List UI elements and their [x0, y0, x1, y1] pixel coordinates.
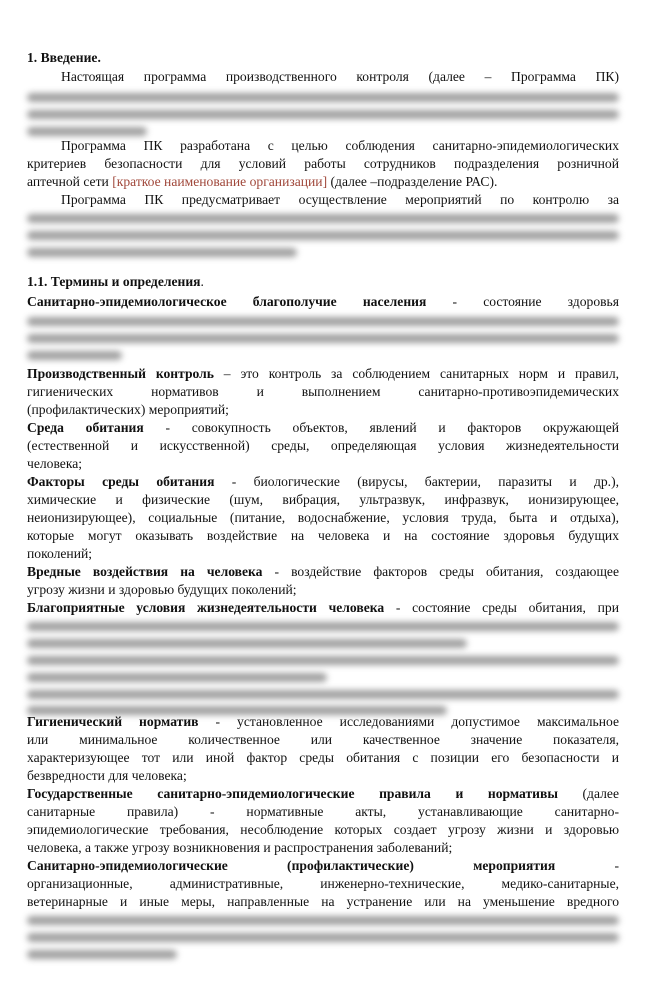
- redacted-line: [27, 950, 177, 959]
- redacted-line: [27, 673, 327, 682]
- redacted-line: [27, 93, 619, 102]
- redacted-line: [27, 690, 619, 699]
- term-entry: Гигиенический норматив - установленное исследованиями допустимое максимальное: [27, 714, 619, 729]
- term-text-line: (естественной и искусственной) среды, определяющая условия жизнедеятельности: [27, 438, 619, 453]
- term-text-line: эпидемиологические требования, несоблюдение которых создает угрозу жизни и здоровью: [27, 822, 619, 837]
- redacted-line: [27, 933, 619, 942]
- term-name: Благоприятные условия жизнедеятельности человека: [27, 600, 385, 615]
- redacted-line: [27, 127, 147, 136]
- redacted-line: [27, 317, 619, 326]
- section-heading-intro: 1. Введение.: [27, 50, 101, 65]
- term-name: Факторы среды обитания: [27, 474, 215, 489]
- term-text-line: человека, а также угрозу возникновения и распространения заболеваний;: [27, 840, 453, 855]
- term-entry: Благоприятные условия жизнедеятельности человека - состояние среды обитания, при: [27, 600, 619, 615]
- term-text-line: ветеринарные и иные меры, направленные на устранение или на уменьшение вредного: [27, 894, 619, 909]
- term-text-line: неионизирующее), социальные (питание, водоснабжение, условия труда, быта и отдыха),: [27, 510, 619, 525]
- term-text-line: безвредности для человека;: [27, 768, 187, 783]
- term-name: Среда обитания: [27, 420, 144, 435]
- term-entry: Среда обитания - совокупность объектов, явлений и факторов окружающей: [27, 420, 619, 435]
- intro-paragraph-1-line: Настоящая программа производственного контроля (далее – Программа ПК): [61, 69, 619, 84]
- redacted-line: [27, 622, 619, 631]
- term-text-line: человека;: [27, 456, 83, 471]
- organization-placeholder: [краткое наименование организации]: [112, 174, 328, 189]
- term-entry: Производственный контроль – это контроль за соблюдением санитарных норм и правил,: [27, 366, 620, 381]
- term-entry: Вредные воздействия на человека - воздействие факторов среды обитания, создающее: [27, 564, 619, 579]
- term-text-line: организационные, административные, инженерно-технические, медико-санитарные,: [27, 876, 619, 891]
- term-text-line: или минимальное количественное или качественное значение показателя,: [27, 732, 619, 747]
- section-heading-terms: 1.1. Термины и определения.: [27, 274, 204, 289]
- redacted-line: [27, 656, 619, 665]
- term-entry: Государственные санитарно-эпидемиологические правила и нормативы (далее: [27, 786, 619, 801]
- term-name: Санитарно-эпидемиологическое благополучие населения: [27, 294, 427, 309]
- term-name: Гигиенический норматив: [27, 714, 199, 729]
- intro-paragraph-2-line: аптечной сети [краткое наименование организации] (далее –подразделение РАС).: [27, 174, 498, 189]
- redacted-line: [27, 916, 619, 925]
- intro-paragraph-2-line: Программа ПК разработана с целью соблюдения санитарно-эпидемиологических: [61, 138, 619, 153]
- term-text-line: (профилактических) мероприятий;: [27, 402, 229, 417]
- term-entry: Факторы среды обитания - биологические (вирусы, бактерии, паразиты и др.),: [27, 474, 619, 489]
- term-text-line: химические и физические (шум, вибрация, ультразвук, инфразвук, ионизирующее,: [27, 492, 619, 507]
- redacted-line: [27, 351, 122, 360]
- term-name: Государственные санитарно-эпидемиологические правила и нормативы: [27, 786, 558, 801]
- term-name: Производственный контроль: [27, 366, 214, 381]
- term-text-line: поколений;: [27, 546, 93, 561]
- intro-paragraph-2-line: критериев безопасности для условий работы сотрудников подразделения розничной: [27, 156, 619, 171]
- redacted-line: [27, 231, 619, 240]
- redacted-line: [27, 110, 619, 119]
- term-text-line: угрозу жизни и здоровью будущих поколений;: [27, 582, 297, 597]
- term-entry: Санитарно-эпидемиологические (профилактические) мероприятия -: [27, 858, 619, 873]
- term-text-line: характеризующее тот или иной фактор среды обитания с позиции его безопасности и: [27, 750, 619, 765]
- term-name: Вредные воздействия на человека: [27, 564, 263, 579]
- term-text-line: которые могут оказывать воздействие на человека и на состояние здоровья будущих: [27, 528, 619, 543]
- term-name: Санитарно-эпидемиологические (профилактические) мероприятия: [27, 858, 556, 873]
- intro-paragraph-3-line: Программа ПК предусматривает осуществление мероприятий по контролю за: [61, 192, 619, 207]
- term-text-line: санитарные правила) - нормативные акты, устанавливающие санитарно-: [27, 804, 619, 819]
- redacted-line: [27, 639, 467, 648]
- redacted-line: [27, 214, 619, 223]
- term-text-line: гигиенических нормативов и выполнением санитарно-противоэпидемических: [27, 384, 619, 399]
- term-entry: Санитарно-эпидемиологическое благополучие населения - состояние здоровья: [27, 294, 619, 309]
- redacted-line: [27, 248, 297, 257]
- redacted-line: [27, 334, 619, 343]
